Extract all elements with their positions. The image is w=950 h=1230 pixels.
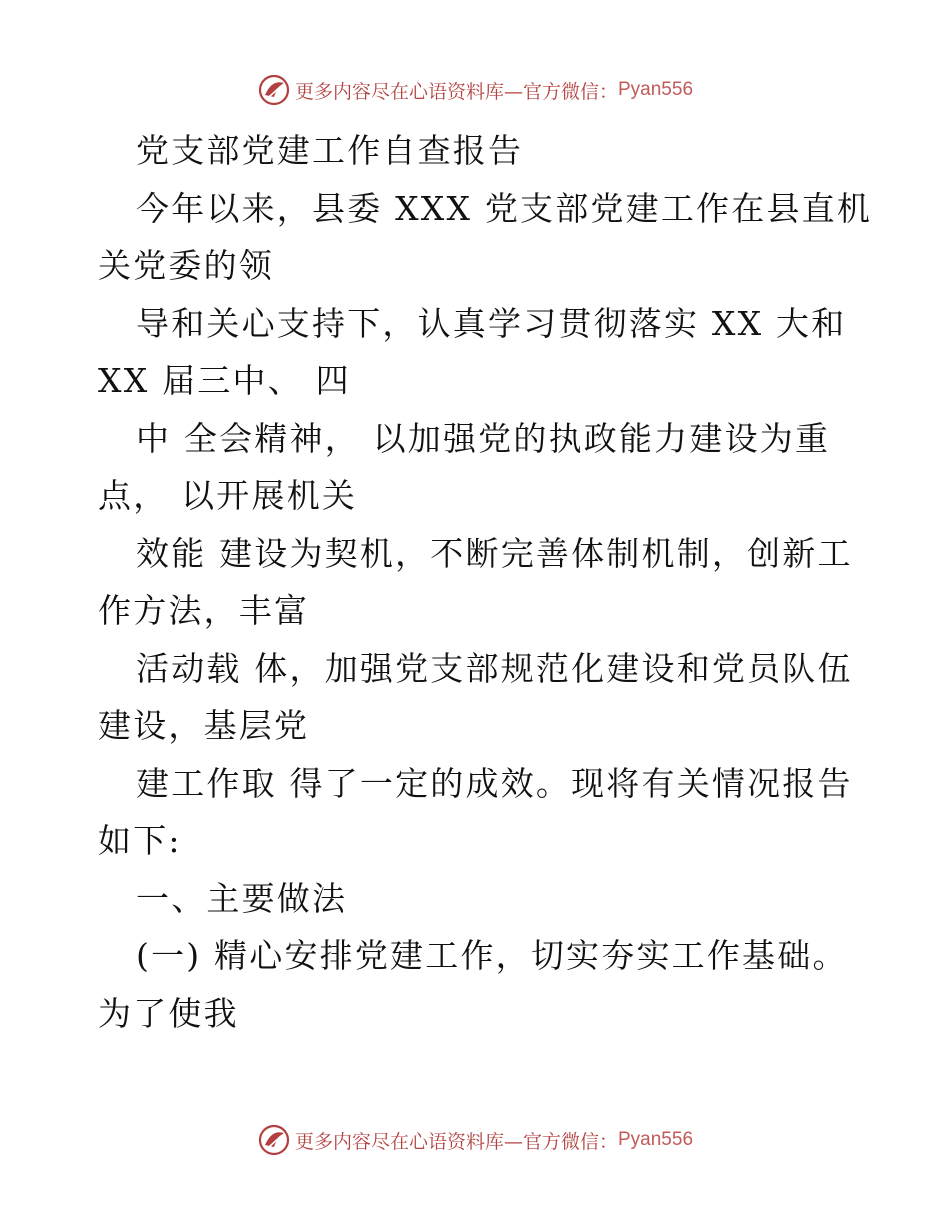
- paragraph-line: 关党委的领: [98, 246, 274, 285]
- paragraph-line: 活动载 体，加强党支部规范化建设和党员队伍: [136, 648, 853, 688]
- document-body: [98, 122, 873, 1042]
- paragraph-line: 建设，基层党: [98, 706, 310, 745]
- subsection-heading: (一) 精心安排党建工作，切实夯实工作基础。: [136, 936, 848, 975]
- paragraph-line: 中 全会精神， 以加强党的执政能力建设为重: [136, 418, 831, 458]
- paragraph-line: XX 届三中、 四: [98, 361, 351, 400]
- watermark-id: Pyan556: [618, 1129, 694, 1150]
- logo-icon: [257, 1123, 291, 1157]
- document-title: 党支部党建工作自查报告: [136, 131, 524, 170]
- section-heading: 一、主要做法: [136, 878, 348, 918]
- paragraph-line: 效能 建设为契机，不断完善体制机制，创新工: [136, 533, 853, 573]
- watermark-footer: [0, 1120, 950, 1160]
- paragraph-line: 作方法，丰富: [98, 591, 310, 630]
- paragraph-line: 今年以来，县委 XXX 党支部党建工作在县直机: [136, 188, 873, 228]
- logo-icon: [257, 73, 291, 107]
- paragraph-line: 为了使我: [98, 993, 239, 1033]
- watermark-id: Pyan556: [618, 79, 694, 100]
- watermark-header: [0, 70, 950, 110]
- paragraph-line: 如下:: [98, 821, 182, 860]
- paragraph-line: 点， 以开展机关: [98, 476, 358, 515]
- paragraph-line: 导和关心支持下，认真学习贯彻落实 XX 大和: [136, 303, 847, 343]
- watermark-text: 更多内容尽在心语资料库—官方微信：: [294, 80, 618, 103]
- watermark-text: 更多内容尽在心语资料库—官方微信：: [294, 1130, 618, 1153]
- paragraph-line: 建工作取 得了一定的成效。现将有关情况报告: [136, 763, 853, 803]
